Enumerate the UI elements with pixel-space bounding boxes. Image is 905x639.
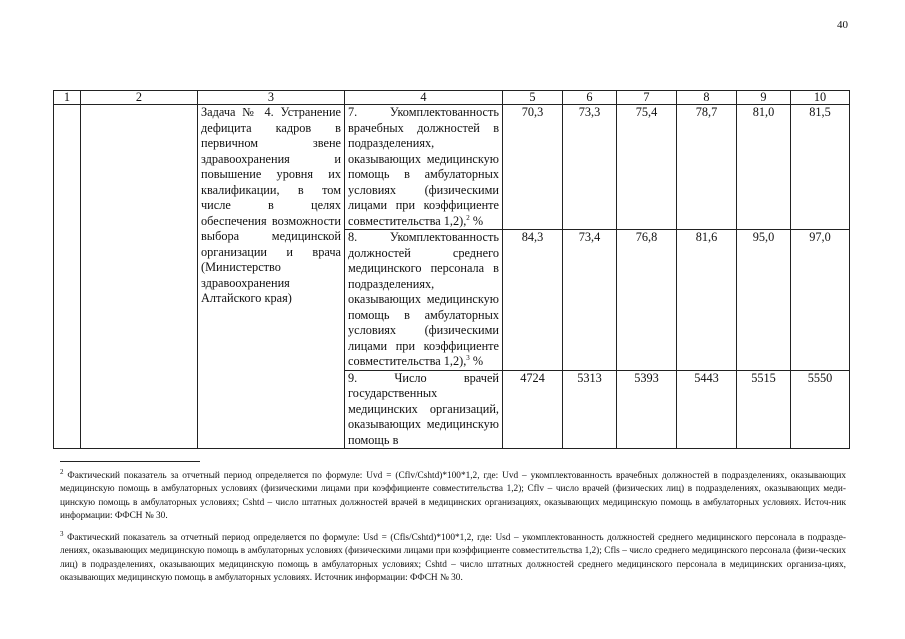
- footnote-text: Фактический показатель за отчетный период определяется по формуле: Usd = (Cfls/Cshtd)*100*1,2, где: Usd – укомплектованность должностей среднего медицинского персонала в подразде-лениях, оказывающих медицинскую помощь в амбулаторных условиях (физическими лицами при коэффициенте совместительства 1,2); Cfls – число среднего медицинского персонала (физи-ческих лиц) в подразделениях, оказывающих медицинскую помощь в амбулаторных условиях; Cshtd – число штатных должностей среднего медицинского персонала в медицинских организа-циях, оказывающих медицинскую помощь в амбулаторных условиях. Источник информации: ФФСН № 30.: [60, 533, 846, 584]
- column-header: 9: [737, 91, 791, 105]
- footnote-text: Фактический показатель за отчетный период определяется по формуле: Uvd = (Cflv/Cshtd)*100*1,2, где: Uvd – укомплектованность врачебных должностей в подразделениях, оказывающих медицинскую помощь в амбулаторных условиях (физическими лицами при коэффициенте совместительства 1,2); Cflv – число врачей (физических лиц) в подразделениях, оказывающих меди-цинскую помощь в амбулаторных условиях; Cshtd – число штатных должностей врачей в медицинских организациях, оказывающих медицинскую помощь в амбулаторных условиях. Источ-ник информации: ФФСН № 30.: [60, 471, 846, 522]
- column-header: 1: [54, 91, 81, 105]
- footnote-mark: 3: [60, 529, 64, 538]
- column-1-cell: [54, 105, 81, 449]
- footnote: [60, 529, 846, 586]
- indicators-table: [53, 90, 850, 449]
- indicator-cell: [345, 230, 503, 371]
- value-cell: 5550: [791, 370, 850, 449]
- value-cell: 70,3: [503, 105, 563, 230]
- table-header-row: [54, 91, 850, 105]
- value-cell: 5443: [677, 370, 737, 449]
- value-cell: 4724: [503, 370, 563, 449]
- column-header: 2: [81, 91, 198, 105]
- indicator-text: 8. Укомплектованность должностей среднего медицинского персонала в подразделениях, оказывающих медицинскую помощь в амбулаторных условиях (физическими лицами при коэффициенте совместительства 1,2),: [348, 230, 499, 368]
- column-header: 10: [791, 91, 850, 105]
- indicator-text: 7. Укомплектованность врачебных должностей в подразделениях, оказывающих медицинскую помощь в амбулаторных условиях (физическими лицами при коэффициенте совместительства 1,2),: [348, 105, 499, 228]
- indicator-cell: [345, 105, 503, 230]
- value-cell: 95,0: [737, 230, 791, 371]
- column-header: 5: [503, 91, 563, 105]
- footnote-ref: 2: [466, 213, 470, 222]
- column-2-cell: [81, 105, 198, 449]
- value-cell: 73,4: [563, 230, 617, 371]
- footnote-ref: 3: [466, 353, 470, 362]
- column-header: 3: [198, 91, 345, 105]
- value-cell: 73,3: [563, 105, 617, 230]
- value-cell: 84,3: [503, 230, 563, 371]
- value-cell: 81,6: [677, 230, 737, 371]
- footnote-mark: 2: [60, 467, 64, 476]
- footnote-separator: [60, 461, 200, 462]
- page-number: 40: [837, 19, 848, 31]
- table-row: [54, 105, 850, 230]
- column-header: 4: [345, 91, 503, 105]
- indicator-unit: %: [469, 213, 484, 228]
- value-cell: 5313: [563, 370, 617, 449]
- column-header: 8: [677, 91, 737, 105]
- column-header: 6: [563, 91, 617, 105]
- value-cell: 76,8: [617, 230, 677, 371]
- indicator-cell: 9. Число врачей государственных медицинских организаций, оказывающих медицинскую помощь в: [345, 370, 503, 449]
- value-cell: 75,4: [617, 105, 677, 230]
- value-cell: 5393: [617, 370, 677, 449]
- value-cell: 81,0: [737, 105, 791, 230]
- task-description: Задача № 4. Устранение дефицита кадров в первичном звене здравоохранения и повышение уровня их квалификации, в том числе в целях обеспечения возможности выбора медицинской организации и врача (Министерство здравоохранения Алтайского края): [198, 105, 345, 449]
- value-cell: 81,5: [791, 105, 850, 230]
- column-header: 7: [617, 91, 677, 105]
- value-cell: 97,0: [791, 230, 850, 371]
- indicator-unit: %: [469, 354, 484, 368]
- value-cell: 78,7: [677, 105, 737, 230]
- value-cell: 5515: [737, 370, 791, 449]
- footnote: [60, 467, 846, 524]
